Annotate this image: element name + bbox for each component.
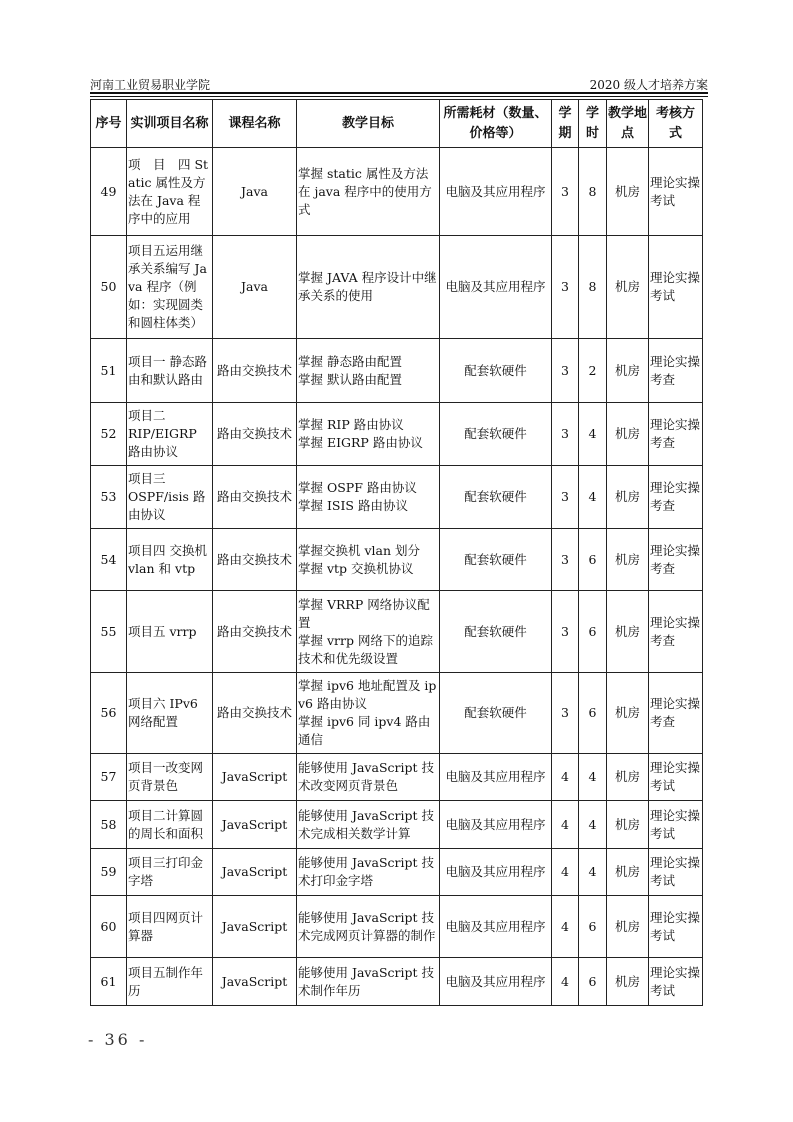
page-header — [90, 74, 708, 92]
header-hours: 学时 — [579, 100, 607, 148]
cell-exam-method: 理论实操考查 — [649, 673, 703, 754]
cell-term: 3 — [552, 339, 579, 403]
cell-project-name: 项目三打印金字塔 — [127, 849, 213, 896]
header-course: 课程名称 — [213, 100, 297, 148]
cell-location: 机房 — [607, 236, 649, 339]
cell-exam-method: 理论实操考试 — [649, 148, 703, 236]
header-place: 教学地点 — [607, 100, 649, 148]
cell-hours: 6 — [579, 591, 607, 673]
cell-materials: 电脑及其应用程序 — [440, 849, 552, 896]
cell-project-name: 项目一 静态路由和默认路由 — [127, 339, 213, 403]
cell-exam-method: 理论实操考试 — [649, 958, 703, 1006]
cell-row-number: 55 — [91, 591, 127, 673]
cell-hours: 4 — [579, 849, 607, 896]
cell-materials: 电脑及其应用程序 — [440, 236, 552, 339]
cell-materials: 电脑及其应用程序 — [440, 896, 552, 958]
cell-course-name: JavaScript — [213, 896, 297, 958]
header-no: 序号 — [91, 100, 127, 148]
cell-course-name: 路由交换技术 — [213, 403, 297, 466]
table-row — [91, 236, 703, 339]
training-projects-table — [90, 99, 703, 1006]
table-header-row — [91, 100, 703, 148]
cell-exam-method: 理论实操考查 — [649, 466, 703, 529]
header-rule-thin — [90, 96, 708, 97]
document-title: 2020 级人才培养方案 — [589, 78, 708, 92]
cell-teaching-goal: 能够使用 JavaScript 技术制作年历 — [297, 958, 440, 1006]
cell-row-number: 53 — [91, 466, 127, 529]
cell-project-name: 项目六 IPv6 网络配置 — [127, 673, 213, 754]
cell-project-name: 项目一改变网页背景色 — [127, 754, 213, 801]
table-row — [91, 339, 703, 403]
cell-exam-method: 理论实操考试 — [649, 236, 703, 339]
cell-project-name: 项目二计算圆的周长和面积 — [127, 801, 213, 849]
cell-row-number: 57 — [91, 754, 127, 801]
cell-materials: 配套软硬件 — [440, 339, 552, 403]
cell-exam-method: 理论实操考查 — [649, 339, 703, 403]
cell-teaching-goal: 能够使用 JavaScript 技术打印金字塔 — [297, 849, 440, 896]
cell-project-name: 项目五 vrrp — [127, 591, 213, 673]
cell-row-number: 60 — [91, 896, 127, 958]
table-row — [91, 529, 703, 591]
cell-term: 3 — [552, 236, 579, 339]
cell-exam-method: 理论实操考试 — [649, 801, 703, 849]
cell-row-number: 50 — [91, 236, 127, 339]
header-goal: 教学目标 — [297, 100, 440, 148]
cell-hours: 4 — [579, 403, 607, 466]
cell-hours: 4 — [579, 466, 607, 529]
table-row — [91, 801, 703, 849]
cell-term: 4 — [552, 754, 579, 801]
cell-materials: 配套软硬件 — [440, 591, 552, 673]
cell-course-name: JavaScript — [213, 849, 297, 896]
header-rule-thick — [90, 92, 708, 94]
cell-hours: 2 — [579, 339, 607, 403]
cell-project-name: 项目五制作年历 — [127, 958, 213, 1006]
cell-term: 3 — [552, 529, 579, 591]
cell-materials: 电脑及其应用程序 — [440, 754, 552, 801]
school-name: 河南工业贸易职业学院 — [90, 78, 211, 92]
cell-hours: 8 — [579, 236, 607, 339]
cell-location: 机房 — [607, 801, 649, 849]
cell-hours: 6 — [579, 896, 607, 958]
cell-location: 机房 — [607, 466, 649, 529]
cell-project-name: 项目五运用继承关系编写 Java 程序（例如：实现圆类和圆柱体类） — [127, 236, 213, 339]
cell-teaching-goal: 掌握 RIP 路由协议 掌握 EIGRP 路由协议 — [297, 403, 440, 466]
cell-row-number: 49 — [91, 148, 127, 236]
cell-location: 机房 — [607, 849, 649, 896]
cell-exam-method: 理论实操考查 — [649, 403, 703, 466]
cell-materials: 配套软硬件 — [440, 403, 552, 466]
cell-teaching-goal: 掌握交换机 vlan 划分 掌握 vtp 交换机协议 — [297, 529, 440, 591]
cell-hours: 4 — [579, 801, 607, 849]
table-row — [91, 148, 703, 236]
cell-materials: 配套软硬件 — [440, 466, 552, 529]
cell-term: 4 — [552, 958, 579, 1006]
cell-location: 机房 — [607, 148, 649, 236]
cell-location: 机房 — [607, 754, 649, 801]
cell-hours: 6 — [579, 673, 607, 754]
table-row — [91, 896, 703, 958]
header-material: 所需耗材（数量、价格等） — [440, 100, 552, 148]
cell-row-number: 52 — [91, 403, 127, 466]
cell-teaching-goal: 掌握 JAVA 程序设计中继承关系的使用 — [297, 236, 440, 339]
cell-term: 4 — [552, 849, 579, 896]
table-row — [91, 849, 703, 896]
cell-row-number: 56 — [91, 673, 127, 754]
cell-course-name: 路由交换技术 — [213, 529, 297, 591]
cell-project-name: 项 目 四 Static 属性及方法在 Java 程序中的应用 — [127, 148, 213, 236]
cell-course-name: JavaScript — [213, 801, 297, 849]
cell-teaching-goal: 掌握 静态路由配置 掌握 默认路由配置 — [297, 339, 440, 403]
cell-teaching-goal: 能够使用 JavaScript 技术改变网页背景色 — [297, 754, 440, 801]
cell-row-number: 54 — [91, 529, 127, 591]
cell-location: 机房 — [607, 339, 649, 403]
header-term: 学期 — [552, 100, 579, 148]
cell-location: 机房 — [607, 403, 649, 466]
cell-course-name: 路由交换技术 — [213, 466, 297, 529]
cell-course-name: JavaScript — [213, 958, 297, 1006]
cell-term: 3 — [552, 403, 579, 466]
cell-teaching-goal: 掌握 static 属性及方法在 java 程序中的使用方式 — [297, 148, 440, 236]
cell-course-name: JavaScript — [213, 754, 297, 801]
cell-term: 4 — [552, 896, 579, 958]
cell-teaching-goal: 掌握 VRRP 网络协议配置 掌握 vrrp 网络下的追踪技术和优先级设置 — [297, 591, 440, 673]
cell-teaching-goal: 掌握 ipv6 地址配置及 ipv6 路由协议 掌握 ipv6 同 ipv4 路由通信 — [297, 673, 440, 754]
cell-hours: 8 — [579, 148, 607, 236]
cell-term: 3 — [552, 466, 579, 529]
cell-course-name: Java — [213, 236, 297, 339]
cell-row-number: 59 — [91, 849, 127, 896]
cell-materials: 电脑及其应用程序 — [440, 958, 552, 1006]
cell-project-name: 项目四 交换机 vlan 和 vtp — [127, 529, 213, 591]
cell-hours: 6 — [579, 958, 607, 1006]
cell-course-name: 路由交换技术 — [213, 339, 297, 403]
cell-term: 4 — [552, 801, 579, 849]
cell-term: 3 — [552, 591, 579, 673]
cell-hours: 4 — [579, 754, 607, 801]
cell-location: 机房 — [607, 529, 649, 591]
cell-location: 机房 — [607, 896, 649, 958]
cell-term: 3 — [552, 148, 579, 236]
cell-project-name: 项目四网页计算器 — [127, 896, 213, 958]
table-row — [91, 673, 703, 754]
table-row — [91, 754, 703, 801]
table-body — [91, 148, 703, 1006]
cell-course-name: 路由交换技术 — [213, 591, 297, 673]
cell-teaching-goal: 能够使用 JavaScript 技术完成网页计算器的制作 — [297, 896, 440, 958]
cell-location: 机房 — [607, 673, 649, 754]
table-row — [91, 591, 703, 673]
cell-exam-method: 理论实操考试 — [649, 849, 703, 896]
cell-hours: 6 — [579, 529, 607, 591]
cell-location: 机房 — [607, 591, 649, 673]
cell-exam-method: 理论实操考试 — [649, 896, 703, 958]
cell-materials: 电脑及其应用程序 — [440, 148, 552, 236]
cell-teaching-goal: 能够使用 JavaScript 技术完成相关数学计算 — [297, 801, 440, 849]
cell-location: 机房 — [607, 958, 649, 1006]
cell-exam-method: 理论实操考查 — [649, 529, 703, 591]
cell-materials: 电脑及其应用程序 — [440, 801, 552, 849]
page-number: - 36 - — [88, 1030, 148, 1049]
cell-project-name: 项目三 OSPF/isis 路由协议 — [127, 466, 213, 529]
cell-materials: 配套软硬件 — [440, 529, 552, 591]
table-row — [91, 403, 703, 466]
cell-materials: 配套软硬件 — [440, 673, 552, 754]
cell-course-name: Java — [213, 148, 297, 236]
cell-exam-method: 理论实操考查 — [649, 591, 703, 673]
cell-row-number: 61 — [91, 958, 127, 1006]
cell-term: 3 — [552, 673, 579, 754]
cell-teaching-goal: 掌握 OSPF 路由协议 掌握 ISIS 路由协议 — [297, 466, 440, 529]
table-row — [91, 958, 703, 1006]
header-project: 实训项目名称 — [127, 100, 213, 148]
cell-row-number: 58 — [91, 801, 127, 849]
cell-project-name: 项目二 RIP/EIGRP 路由协议 — [127, 403, 213, 466]
cell-exam-method: 理论实操考试 — [649, 754, 703, 801]
cell-row-number: 51 — [91, 339, 127, 403]
table-row — [91, 466, 703, 529]
header-exam: 考核方式 — [649, 100, 703, 148]
cell-course-name: 路由交换技术 — [213, 673, 297, 754]
